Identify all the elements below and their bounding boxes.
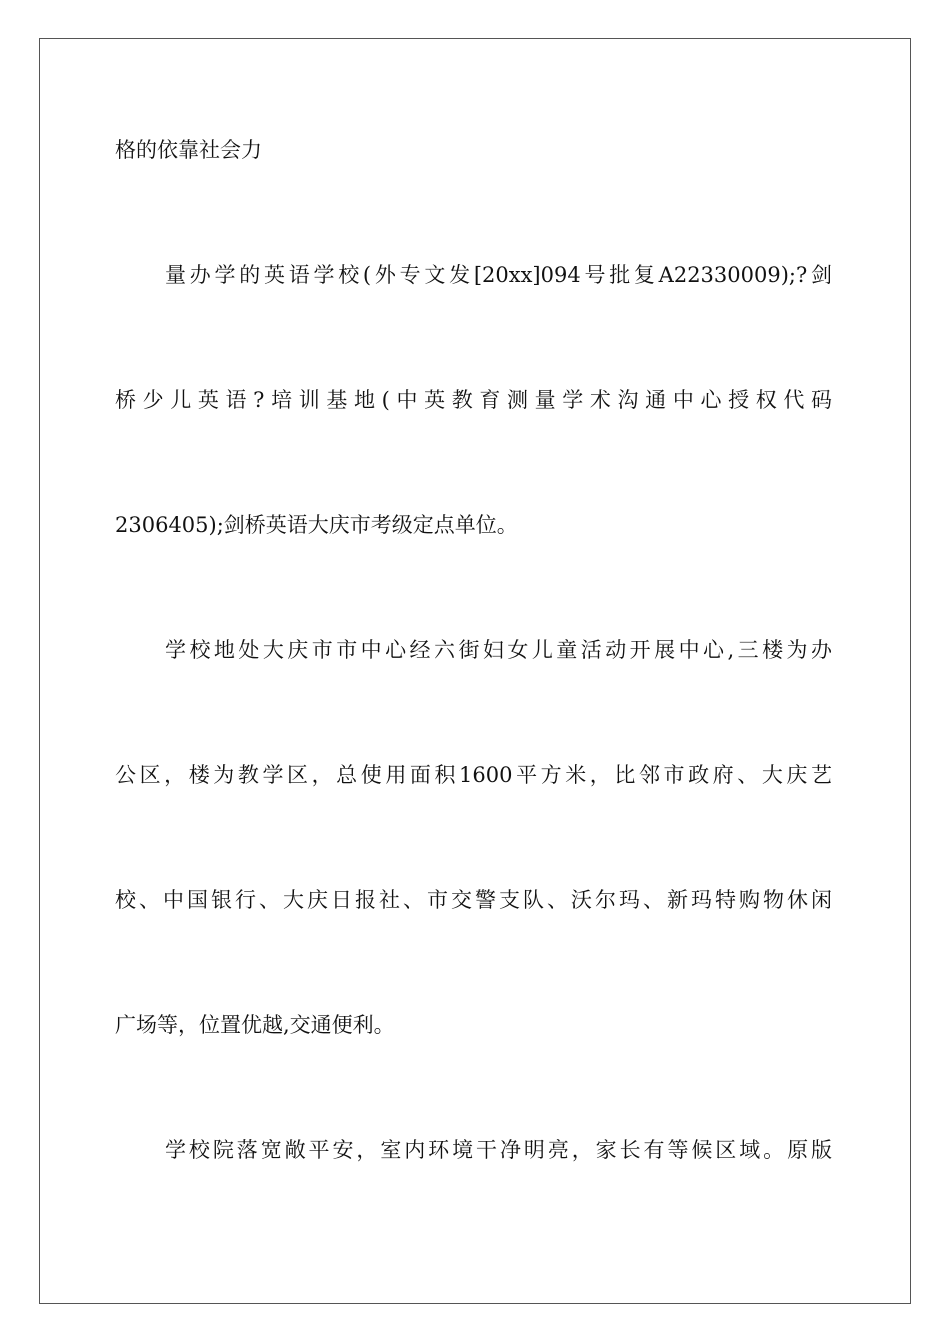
text-line-6: 公区，楼为教学区，总使用面积1600平方米，比邻市政府、大庆艺 — [115, 763, 832, 787]
page-frame — [39, 38, 911, 1304]
text-line-3: 桥少儿英语?培训基地(中英教育测量学术沟通中心授权代码 — [115, 388, 832, 412]
text-line-1: 格的依靠社会力 — [115, 138, 262, 162]
text-line-4: 2306405);剑桥英语大庆市考级定点单位。 — [115, 513, 518, 537]
text-line-9: 学校院落宽敞平安，室内环境干净明亮，家长有等候区域。原版 — [165, 1138, 832, 1162]
text-line-2: 量办学的英语学校(外专文发[20xx]094号批复A22330009);?剑 — [165, 263, 832, 287]
text-line-7: 校、中国银行、大庆日报社、市交警支队、沃尔玛、新玛特购物休闲 — [115, 888, 832, 912]
text-line-5: 学校地处大庆市市中心经六街妇女儿童活动开展中心,三楼为办 — [165, 638, 832, 662]
text-line-8: 广场等，位置优越,交通便利。 — [115, 1013, 395, 1037]
